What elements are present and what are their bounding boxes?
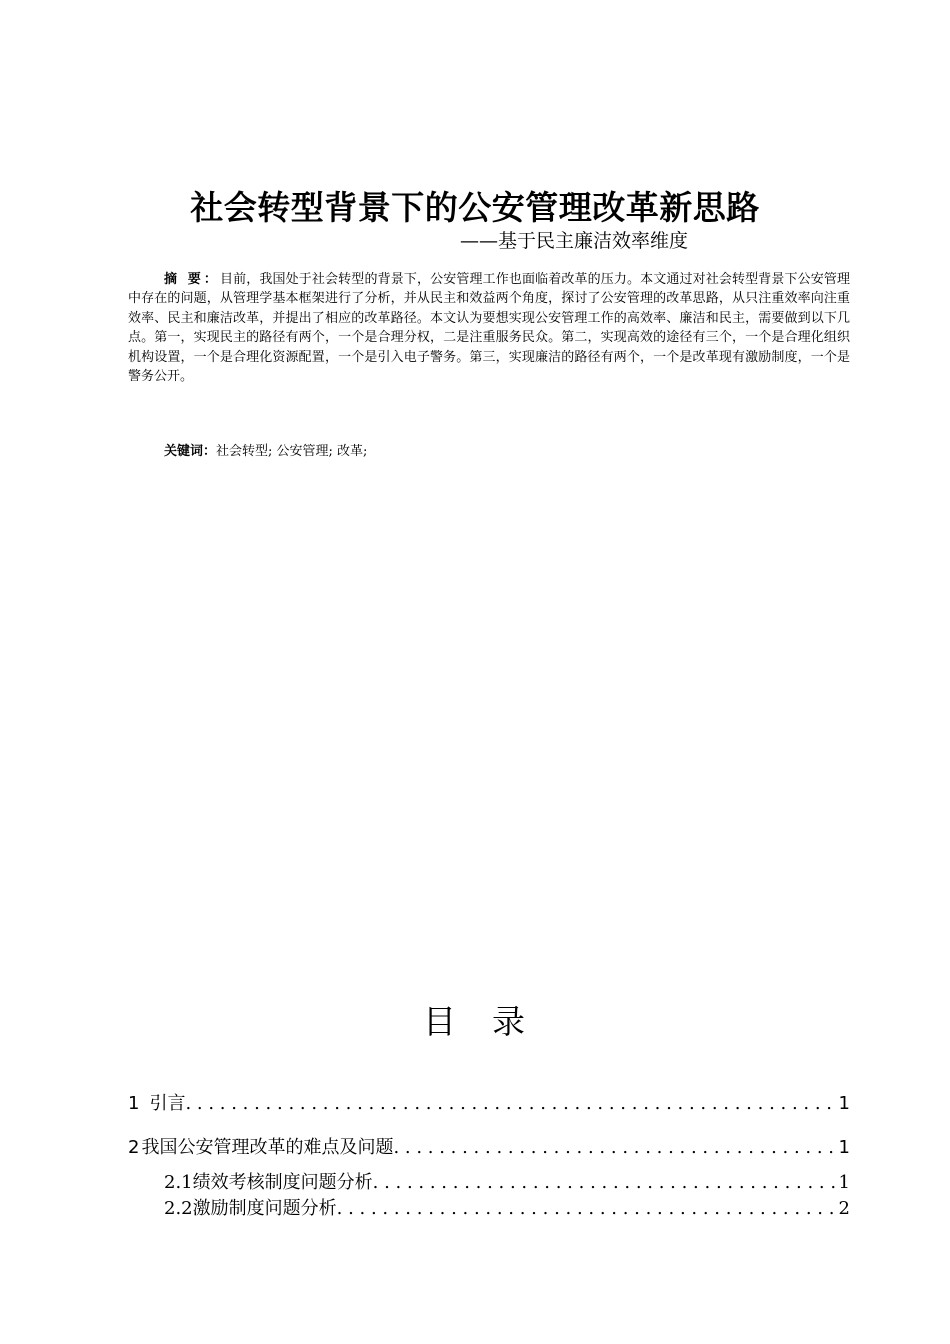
toc-dot-leader [185,1092,835,1116]
keywords-text: 社会转型; 公安管理; 改革; [216,444,368,459]
keywords-line [164,442,367,461]
toc-dot-leader [393,1136,835,1160]
toc-entry-page: 1 [838,1137,850,1158]
toc-entry[interactable] [128,1092,850,1116]
toc-entry[interactable] [128,1136,850,1160]
abstract-paragraph [128,270,850,386]
toc-title-char-1: 目 [423,1002,458,1041]
toc-entry-page: 2 [838,1198,850,1219]
toc-entry-page: 1 [838,1093,850,1114]
toc-dot-leader [337,1197,836,1221]
toc-entry-number: 2.2 [164,1198,193,1219]
toc-entry-number: 2.1 [164,1172,193,1193]
toc-entry-text: 我国公安管理改革的难点及问题 [141,1137,394,1158]
toc-entry-text: 激励制度问题分析 [192,1198,337,1219]
toc-title-char-2: 录 [492,1002,527,1041]
document-subtitle: ——基于民主廉洁效率维度 [460,230,689,252]
document-title: 社会转型背景下的公安管理改革新思路 [190,188,760,227]
abstract-label: 摘 要： [164,272,221,287]
toc-entry-text: 引言 [149,1093,186,1114]
toc-entry-number: 1 [128,1093,140,1114]
toc-entry-number: 2 [128,1137,140,1158]
toc-entry[interactable] [164,1197,850,1221]
toc-entry[interactable] [164,1171,850,1195]
toc-entry-text: 绩效考核制度问题分析 [192,1172,373,1193]
abstract-text: 目前，我国处于社会转型的背景下，公安管理工作也面临着改革的压力。本文通过对社会转型背景下公安管理中存在的问题，从管理学基本框架进行了分析，并从民主和效益两个角度，探讨了公安管理的改革思路，从只注重效率向注重效率、民主和廉洁改革，并提出了相应的改革路径。本文认为要想实现公安管理工作的高效率、廉洁和民主，需要做到以下几点。第一，实现民主的路径有两个，一个是合理分权，二是注重服务民众。第二，实现高效的途径有三个，一个是合理化组织机构设置，一个是合理化资源配置，一个是引入电子警务。第三，实现廉洁的路径有两个，一个是改革现有激励制度，一个是警务公开。 [128,272,850,385]
toc-entry-page: 1 [838,1172,850,1193]
toc-title [0,1000,950,1044]
keywords-label: 关键词： [164,444,217,459]
toc-dot-leader [373,1171,836,1195]
